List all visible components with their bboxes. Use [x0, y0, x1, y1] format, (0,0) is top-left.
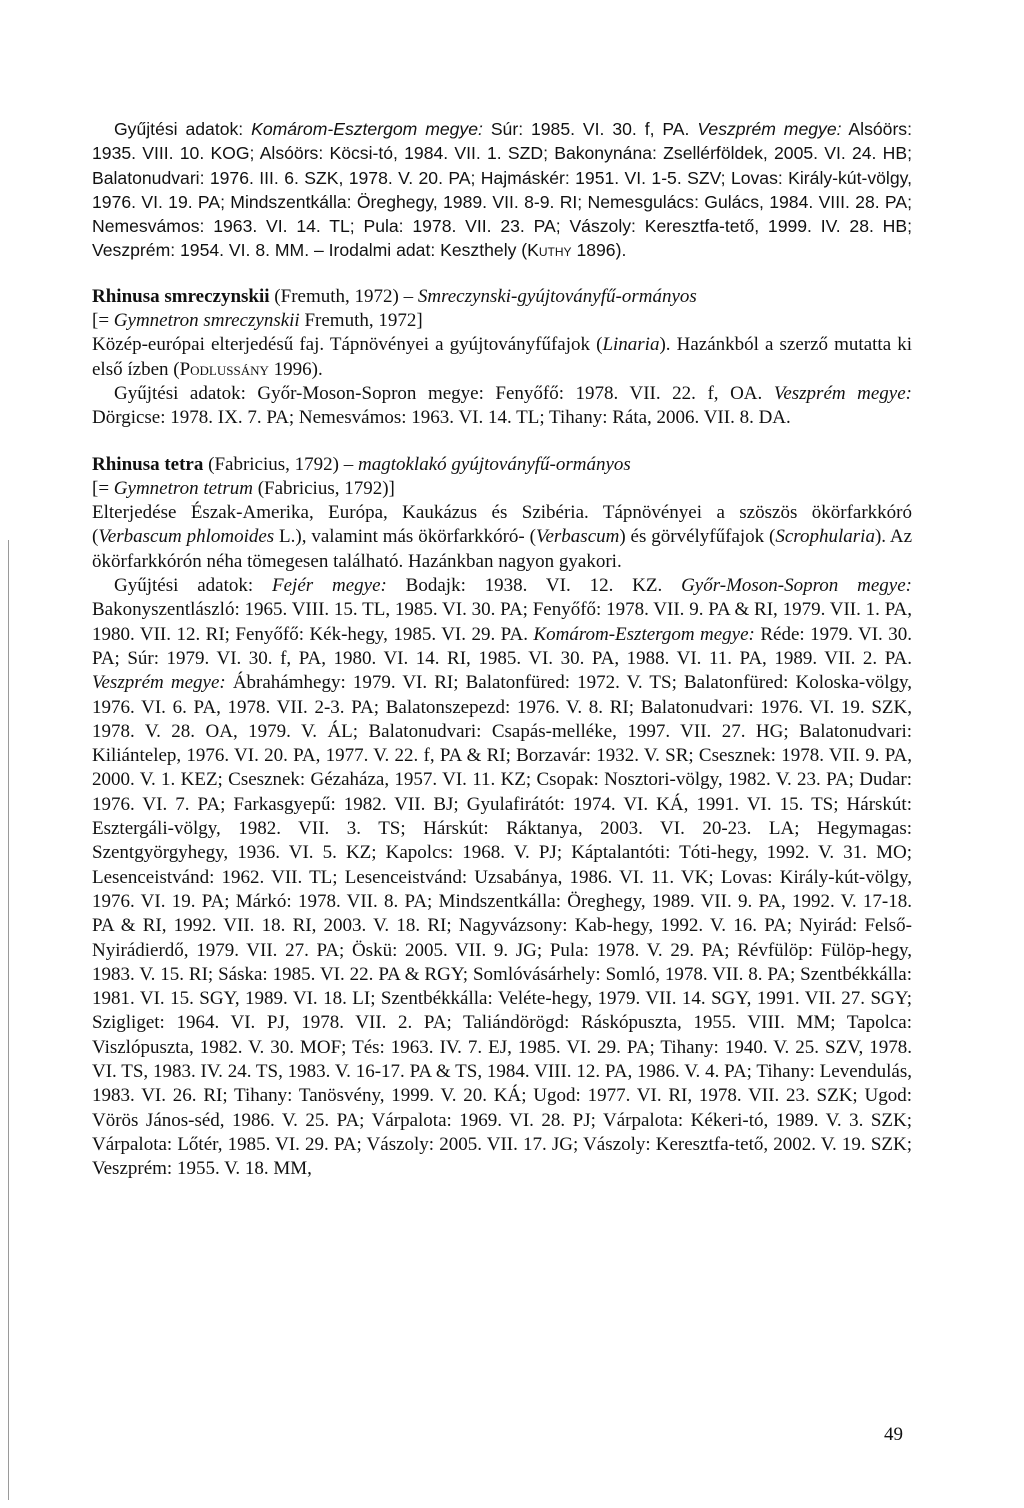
- species-heading: [92, 285, 912, 309]
- text-run: Fremuth, 1972]: [299, 310, 423, 332]
- genus-name: Scrophularia: [775, 526, 875, 548]
- author-citation: Podlussány: [179, 358, 269, 380]
- species-name: Rhinusa smreczynskii: [92, 285, 270, 307]
- page-number: 49: [884, 1424, 903, 1445]
- text-run: ) és görvélyfűfajok (: [619, 526, 776, 548]
- scan-edge-line: [8, 540, 9, 1500]
- collection-data-paragraph: [92, 382, 912, 431]
- genus-name: Verbascum: [535, 526, 620, 548]
- synonym-name: Gymnetron smreczynskii: [113, 310, 300, 332]
- text-run: Alsóörs: 1935. VIII. 10. KOG; Alsóörs: Köcsi-tó, 1984. VII. 1. SZD; Bakonynána: Zsellérföldek, 2005. VI. 24. HB; Balatonudvari: 1976. III. 6. SZK, 1978. V. 20. PA; Hajmáskér: 1951. VI. 1-5. SZV; Lovas: Király-kút-völgy, 1976. VI. 19. PA; Mindszentkálla: Öreghegy, 1989. VII. 8-9. RI; Nemesgulács: Gulács, 1984. VIII. 28. PA; Nemesvámos: 1963. VI. 14. TL; Pula: 1978. VII. 23. PA; Vászoly: Keresztfa-tető, 1999. IV. 28. HB; Veszprém: 1954. VI. 8. MM. – Irodalmi adat: Keszthely (: [92, 119, 912, 261]
- county-name: Veszprém megye:: [773, 382, 912, 404]
- species-author: (Fremuth, 1972) –: [269, 285, 418, 307]
- species-entry-smreczynskii: [92, 285, 912, 431]
- text-run: Gyűjtési adatok:: [114, 575, 272, 597]
- species-author: (Fabricius, 1792) –: [203, 453, 358, 475]
- text-run: Bodajk: 1938. VI. 12. KZ.: [386, 575, 682, 597]
- page-body: [92, 117, 912, 1181]
- text-run: 1896).: [571, 240, 627, 261]
- county-name: Komárom-Esztergom megye:: [533, 623, 755, 645]
- county-name: Veszprém megye:: [697, 119, 842, 139]
- collection-data-paragraph: [92, 574, 912, 1181]
- county-name: Veszprém megye:: [92, 672, 226, 694]
- text-run: Bakonyszentlászló: 1965. VIII. 15. TL, 1985. VI. 30. PA; Fenyőfő: 1978. VII. 9. PA & RI, 1979. VII. 1. PA, 1980. VII. 12. RI; Fenyőfő: Kék-hegy, 1985. VI. 29. PA.: [92, 599, 912, 645]
- text-run: (Fabricius, 1792)]: [252, 477, 395, 499]
- species-entry-tetra: [92, 453, 912, 1182]
- text-run: ). Az ökörfarkkórón néha tömegesen található. Hazánkban nagyon gyakori.: [92, 526, 913, 572]
- text-run: [=: [92, 310, 114, 332]
- text-run: Réde: 1979. VI. 30. PA; Súr: 1979. VI. 30. f, PA, 1980. VI. 14. RI, 1985. VI. 30. PA, 1988. VI. 11. PA, 1989. VII. 2. PA.: [92, 623, 912, 669]
- genus-name: Linaria: [602, 334, 660, 356]
- text-run: Elterjedése Észak-Amerika, Európa, Kaukázus és Szibéria. Tápnövényei a szöszös ökörfarkkóró (: [92, 502, 912, 548]
- synonym-line: [92, 309, 912, 333]
- text-run: 1996).: [268, 358, 323, 380]
- common-name: magtoklakó gyújtoványfű-ormányos: [358, 453, 631, 475]
- synonym-line: [92, 477, 912, 501]
- text-run: Gyűjtési adatok: Győr-Moson-Sopron megye: Fenyőfő: 1978. VII. 22. f, OA.: [114, 382, 774, 404]
- author-citation: Kuthy: [527, 240, 572, 261]
- text-run: Gyűjtési adatok:: [114, 119, 252, 139]
- species-heading: [92, 453, 912, 477]
- text-run: Súr: 1985. VI. 30. f, PA.: [482, 119, 698, 139]
- county-name: Győr-Moson-Sopron megye:: [681, 575, 912, 597]
- common-name: Smreczynski-gyújtoványfű-ormányos: [417, 285, 697, 307]
- county-name: Fejér megye:: [272, 575, 387, 597]
- description-paragraph: [92, 501, 912, 574]
- description-paragraph: [92, 333, 912, 382]
- synonym-name: Gymnetron tetrum: [113, 477, 253, 499]
- plant-name: Verbascum phlomoides: [98, 526, 275, 548]
- text-run: Dörgicse: 1978. IX. 7. PA; Nemesvámos: 1963. VI. 14. TL; Tihany: Ráta, 2006. VII. 8. DA.: [92, 407, 791, 429]
- text-run: L.), valamint más ökörfarkkóró- (: [274, 526, 536, 548]
- collection-data-paragraph: [92, 117, 912, 263]
- species-name: Rhinusa tetra: [92, 453, 204, 475]
- text-run: [=: [92, 477, 114, 499]
- county-name: Komárom-Esztergom megye:: [251, 119, 483, 139]
- text-run: Közép-európai elterjedésű faj. Tápnövényei a gyújtoványfűfajok (: [92, 334, 603, 356]
- text-run: ). Hazánkból a szerző mutatta ki első ízben (: [92, 334, 912, 380]
- text-run: Ábrahámhegy: 1979. VI. RI; Balatonfüred: 1972. V. TS; Balatonfüred: Koloska-völgy, 1976. VI. 6. PA, 1978. VII. 2-3. PA; Balatonszepezd: 1976. V. 8. RI; Balatonudvari: 1976. VI. 19. SZK, 1978. V. 28. OA, 1979. V. ÁL; Balatonudvari: Csapás-melléke, 1997. VII. 27. HG; Balatonudvari: Kiliántelep, 1976. VI. 20. PA, 1977. V. 22. f, PA & RI; Borzavár: 1932. V. SR; Csesznek: 1978. VII. 9. PA, 2000. V. 1. KEZ; Csesznek: Gézaháza, 1957. VI. 11. KZ; Csopak: Nosztori-völgy, 1982. V. 23. PA; Dudar: 1976. VI. 7. PA; Farkasgyepű: 1982. VII. BJ; Gyulafirátót: 1974. VI. KÁ, 1991. VI. 15. TS; Hárskút: Esztergáli-völgy, 1982. VII. 3. TS; Hárskút: Ráktanya, 2003. VI. 20-23. LA; Hegymagas: Szentgyörgyhegy, 1936. VI. 5. KZ; Kapolcs: 1968. V. PJ; Káptalantóti: Tóti-hegy, 1992. V. 31. MO; Lesenceistvánd: 1962. VII. TL; Lesenceistvánd: Uzsabánya, 1986. VI. 11. VK; Lovas: Király-kút-völgy, 1976. VI. 19. PA; Márkó: 1978. VII. 8. PA; Mindszentkálla: Öreghegy, 1989. VII. 9. PA, 1992. V. 17-18. PA & RI, 1992. VII. 18. RI, 2003. V. 18. RI; Nagyvázsony: Kab-hegy, 1992. V. 16. PA; Nyirád: Felső-Nyirádierdő, 1979. VII. 27. PA; Öskü: 2005. VII. 9. JG; Pula: 1978. V. 29. PA; Révfülöp: Fülöp-hegy, 1983. V. 15. RI; Sáska: 1985. VI. 22. PA & RGY; Somlóvásárhely: Somló, 1978. VII. 8. PA; Szentbékkálla: 1981. VI. 15. SGY, 1989. VI. 18. LI; Szentbékkálla: Veléte-hegy, 1979. VII. 14. SGY, 1991. VII. 27. SGY; Szigliget: 1964. VI. PJ, 1978. VII. 2. PA; Taliándörögd: Ráskópuszta, 1955. VIII. MM; Tapolca: Viszlópuszta, 1982. V. 30. MOF; Tés: 1963. IV. 7. EJ, 1985. VI. 29. PA; Tihany: 1940. V. 25. SZV, 1978. VI. TS, 1983. IV. 24. TS, 1983. V. 16-17. PA & TS, 1984. VIII. 12. PA, 1986. V. 4. PA; Tihany: Levendulás, 1983. VI. 26. RI; Tihany: Tanösvény, 1999. V. 20. KÁ; Ugod: 1977. VI. RI, 1978. VII. 23. SZK; Ugod: Vörös János-séd, 1986. V. 25. PA; Várpalota: 1969. VI. 28. PJ; Várpalota: Kékeri-tó, 1989. V. 3. SZK; Várpalota: Lőtér, 1985. VI. 29. PA; Vászoly: 2005. VII. 17. JG; Vászoly: Keresztfa-tető, 2002. V. 19. SZK; Veszprém: 1955. V. 18. MM,: [92, 672, 912, 1180]
